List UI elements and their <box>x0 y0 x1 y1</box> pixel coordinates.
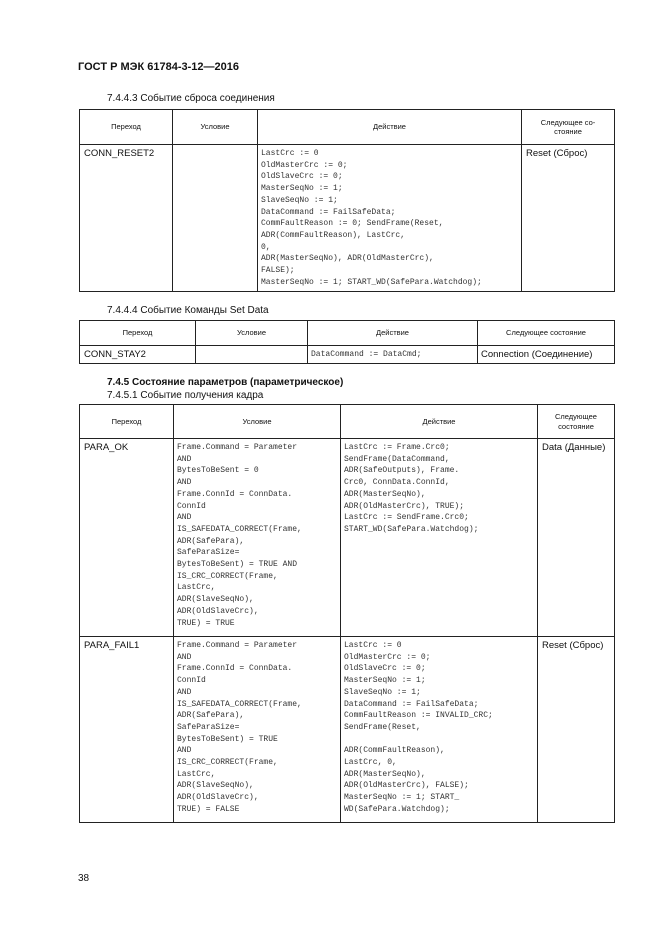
header-next-state: Следующее состояние <box>538 405 615 439</box>
next-state-cell: Reset (Сброс) <box>538 637 615 823</box>
action-cell: DataCommand := DataCmd; <box>308 346 478 364</box>
condition-cell: Frame.Command = Parameter AND Frame.ConnId = ConnData. ConnId AND IS_SAFEDATA_CORRECT(Frame, ADR(SafePara), SafeParaSize= BytesToBeSent) = TRUE AND IS_CRC_CORRECT(Frame, LastCrc, ADR(SlaveSeqNo), ADR(OldSlaveCrc), TRUE) = FALSE <box>174 637 341 823</box>
section-heading-conn-reset: 7.4.4.3 Событие сброса соединения <box>107 93 275 104</box>
next-state-cell: Connection (Соединение) <box>478 346 615 364</box>
transition-cell: CONN_STAY2 <box>80 346 196 364</box>
action-cell: LastCrc := Frame.Crc0; SendFrame(DataCommand, ADR(SafeOutputs), Frame. Crc0, ConnData.ConnId, ADR(MasterSeqNo), ADR(OldMasterCrc), TRUE); LastCrc := SendFrame.Crc0; START_WD(SafePara.Watchdog); <box>341 439 538 637</box>
condition-cell: Frame.Command = Parameter AND BytesToBeSent = 0 AND Frame.ConnId = ConnData. ConnId AND IS_SAFEDATA_CORRECT(Frame, ADR(SafePara), SafeParaSize= BytesToBeSent) = TRUE AND IS_CRC_CORRECT(Frame, LastCrc, ADR(SlaveSeqNo), ADR(OldSlaveCrc), TRUE) = TRUE <box>174 439 341 637</box>
section-heading-set-data: 7.4.4.4 Событие Команды Set Data <box>107 305 269 316</box>
header-condition: Условие <box>174 405 341 439</box>
condition-cell <box>173 145 258 292</box>
transition-cell: PARA_OK <box>80 439 174 637</box>
header-condition: Условие <box>173 110 258 145</box>
set-data-table <box>79 320 615 364</box>
table-row <box>80 346 615 364</box>
header-transition: Переход <box>80 110 173 145</box>
transition-cell: CONN_RESET2 <box>80 145 173 292</box>
transition-cell: PARA_FAIL1 <box>80 637 174 823</box>
action-cell: LastCrc := 0 OldMasterCrc := 0; OldSlaveCrc := 0; MasterSeqNo := 1; SlaveSeqNo := 1; DataCommand := FailSafeData; CommFaultReason := 0; SendFrame(Reset, ADR(CommFaultReason), LastCrc, 0, ADR(MasterSeqNo), ADR(OldMasterCrc), FALSE); MasterSeqNo := 1; START_WD(SafePara.Watchdog); <box>258 145 522 292</box>
frame-received-table <box>79 404 615 823</box>
next-state-cell: Data (Данные) <box>538 439 615 637</box>
action-cell: LastCrc := 0 OldMasterCrc := 0; OldSlaveCrc := 0; MasterSeqNo := 1; SlaveSeqNo := 1; DataCommand := FailSafeData; CommFaultReason := INVALID_CRC; SendFrame(Reset, ADR(CommFaultReason), LastCrc, 0, ADR(MasterSeqNo), ADR(OldMasterCrc), FALSE); MasterSeqNo := 1; START_ WD(SafePara.Watchdog); <box>341 637 538 823</box>
header-next-state: Следующее состояние <box>478 321 615 346</box>
section-subheading-frame-received: 7.4.5.1 Событие получения кадра <box>107 390 264 401</box>
header-next-state: Следующее со- стояние <box>522 110 615 145</box>
header-action: Действие <box>308 321 478 346</box>
header-transition: Переход <box>80 405 174 439</box>
header-transition: Переход <box>80 321 196 346</box>
table-row <box>80 145 615 292</box>
document-title: ГОСТ Р МЭК 61784-3-12—2016 <box>78 61 239 73</box>
header-action: Действие <box>341 405 538 439</box>
header-action: Действие <box>258 110 522 145</box>
header-condition: Условие <box>196 321 308 346</box>
conn-reset-table <box>79 109 615 292</box>
page-number: 38 <box>78 873 90 884</box>
next-state-cell: Reset (Сброс) <box>522 145 615 292</box>
table-row <box>80 637 615 823</box>
table-row <box>80 439 615 637</box>
section-heading-parameter-state: 7.4.5 Состояние параметров (параметрическое) <box>107 377 344 388</box>
condition-cell <box>196 346 308 364</box>
